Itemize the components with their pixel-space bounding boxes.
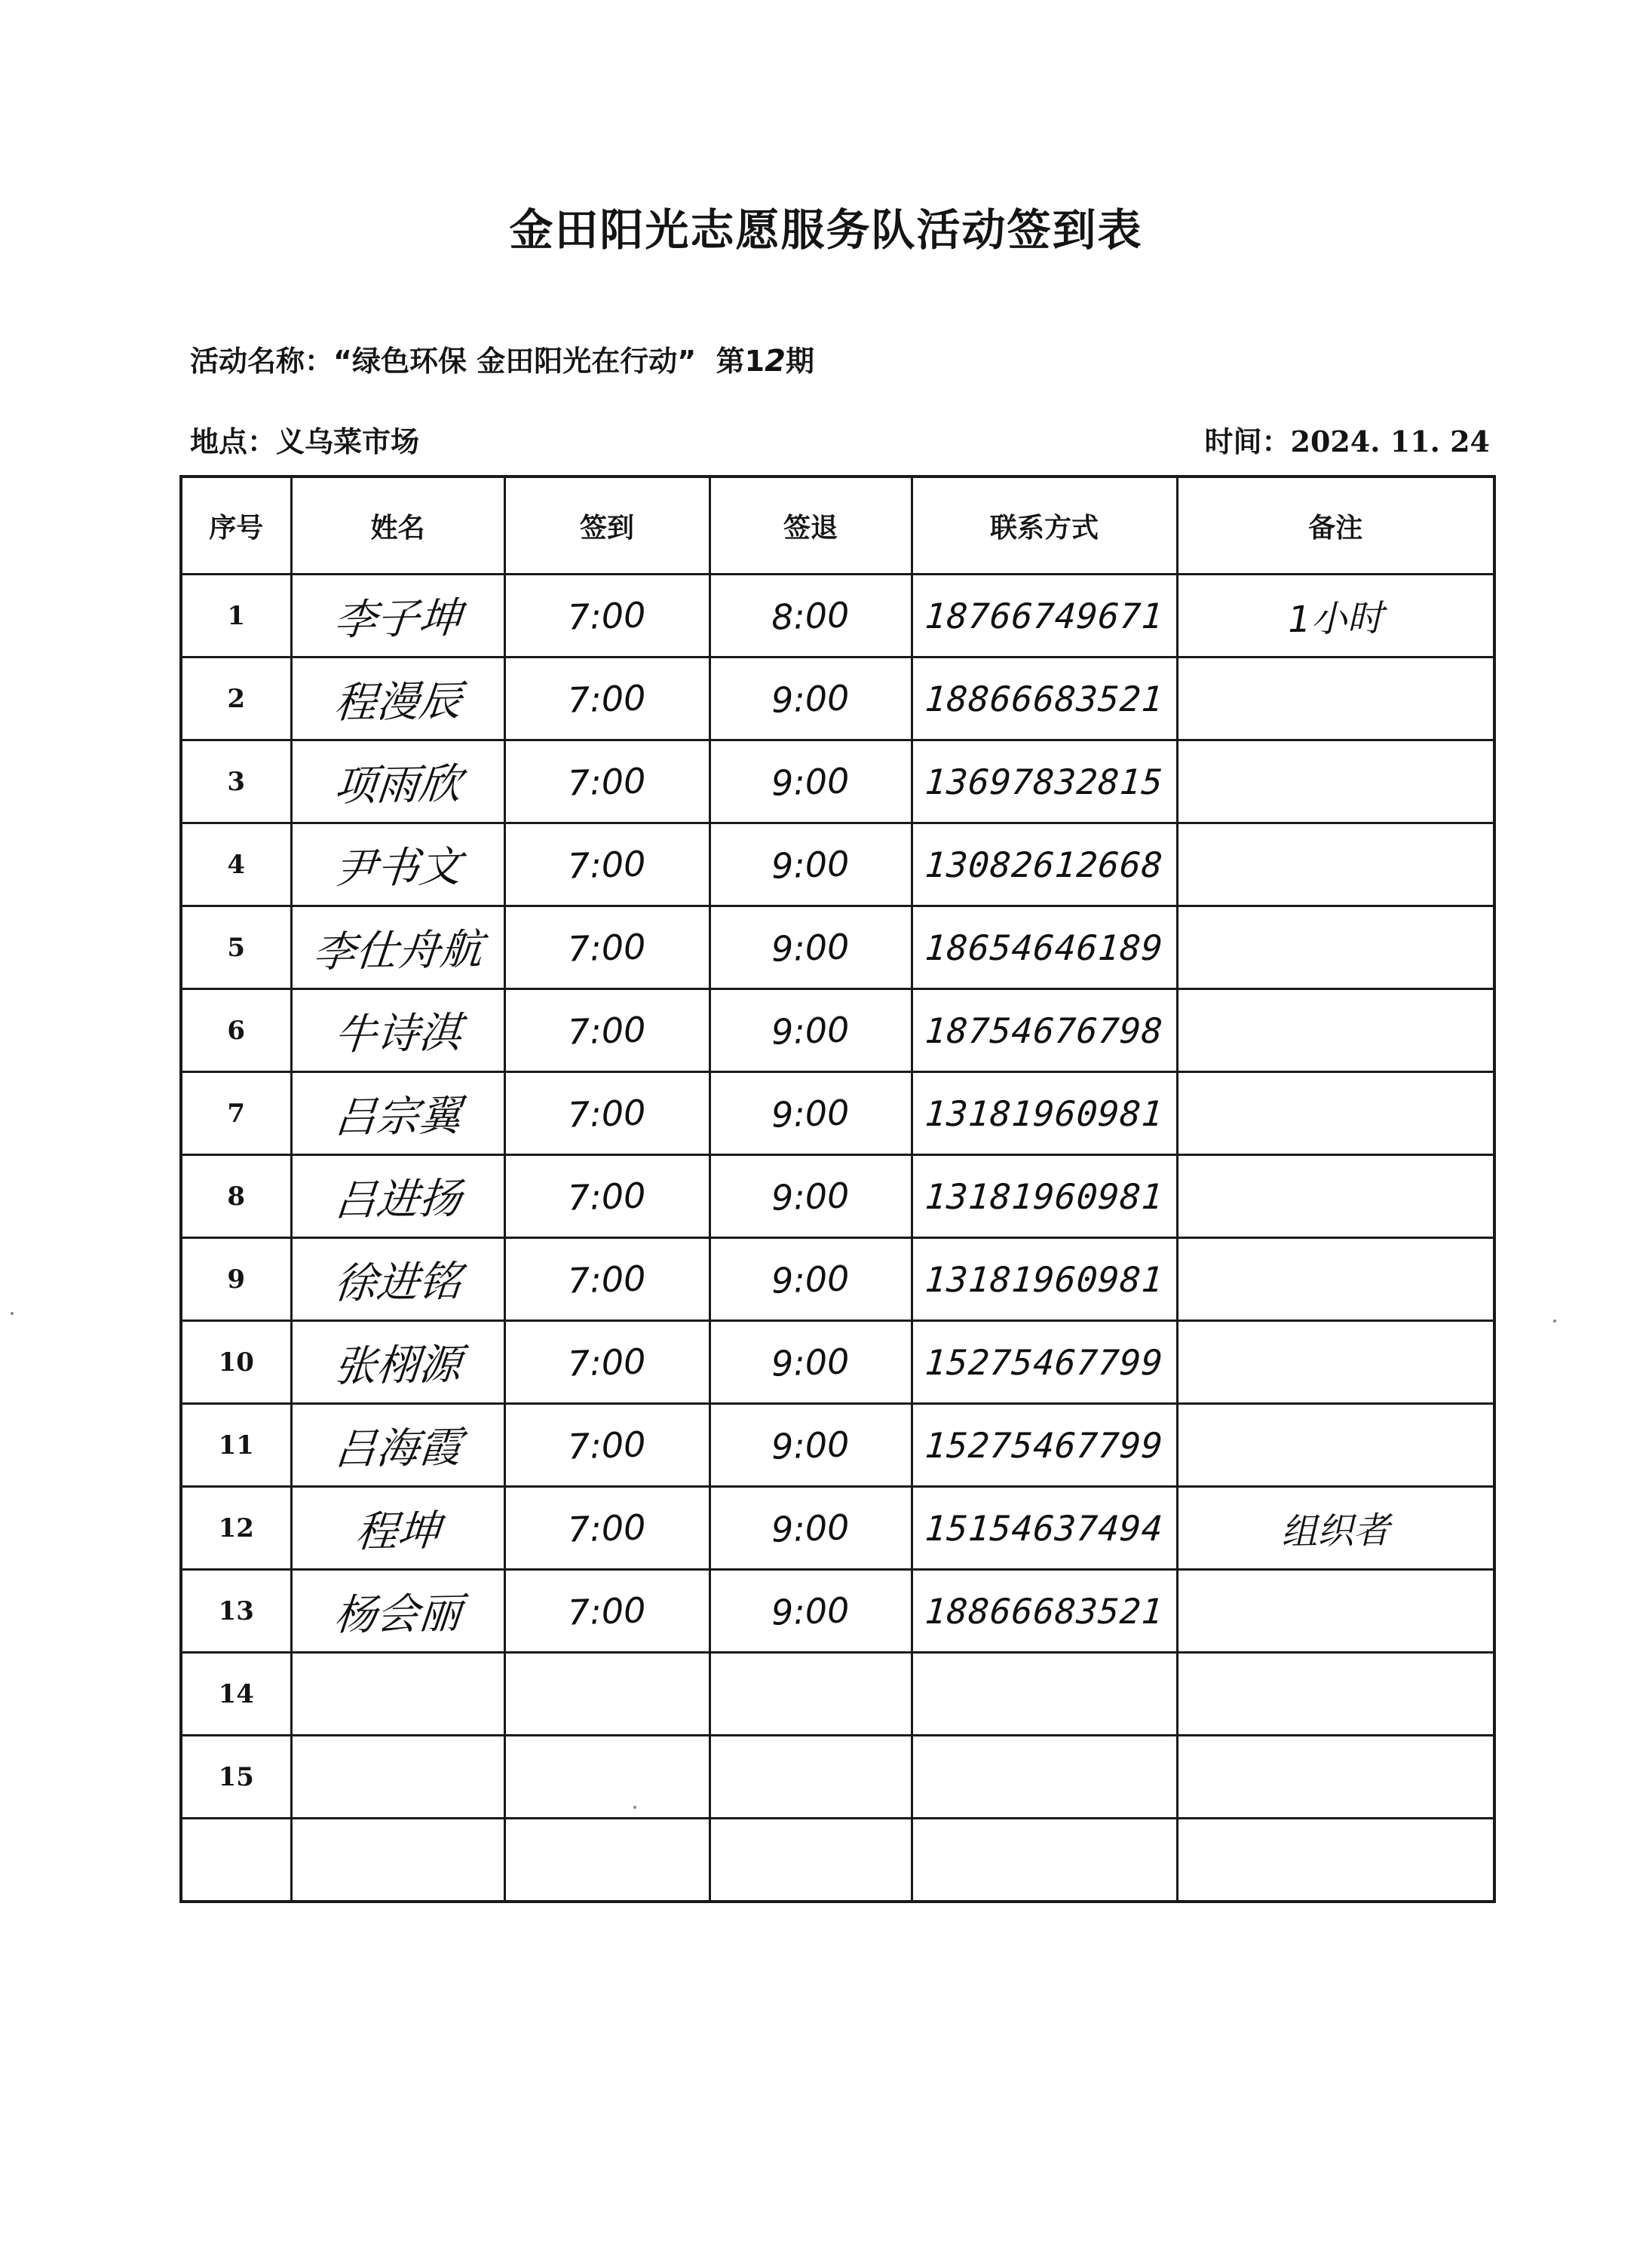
cell-sign-in-time <box>504 740 710 823</box>
cell-contact-phone-text: 18654646189 <box>924 927 1165 968</box>
cell-sign-in-time <box>504 1487 710 1570</box>
header-name: 姓名 <box>291 477 504 575</box>
scan-speck <box>11 1312 14 1315</box>
table-row <box>181 740 1494 823</box>
cell-sign-out-time <box>710 1819 912 1902</box>
cell-sign-out-time-text: 9:00 <box>771 1340 851 1384</box>
cell-seq <box>181 657 291 740</box>
cell-name-signature <box>291 906 504 989</box>
cell-sign-out-time <box>710 906 912 989</box>
table-row <box>181 1819 1494 1902</box>
cell-name-signature-text: 张栩源 <box>332 1340 464 1391</box>
cell-sign-out-time-text: 9:00 <box>771 676 851 721</box>
cell-contact-phone <box>912 1570 1177 1653</box>
cell-name-signature <box>291 1404 504 1487</box>
cell-name-signature <box>291 657 504 740</box>
cell-note <box>1177 1321 1494 1404</box>
cell-sign-in-time <box>504 1155 710 1238</box>
cell-sign-out-time-text: 9:00 <box>771 1091 851 1136</box>
cell-contact-phone-text: 13181960981 <box>924 1093 1165 1134</box>
cell-sign-in-time <box>504 575 710 657</box>
table-row <box>181 1653 1494 1736</box>
cell-seq <box>181 1570 291 1653</box>
cell-name-signature-text: 李仕舟航 <box>311 924 485 977</box>
activity-name: “绿色环保 金田阳光在行动” <box>333 345 697 378</box>
cell-seq <box>181 1487 291 1570</box>
cell-sign-in-time <box>504 1570 710 1653</box>
cell-sign-out-time-text: 9:00 <box>771 1506 851 1550</box>
cell-sign-in-time <box>504 1238 710 1321</box>
cell-sign-in-time <box>504 823 710 906</box>
cell-name-signature <box>291 1570 504 1653</box>
cell-seq <box>181 740 291 823</box>
cell-sign-out-time <box>710 1570 912 1653</box>
cell-sign-out-time <box>710 1404 912 1487</box>
attendance-table <box>179 475 1496 1903</box>
cell-name-signature-text: 程坤 <box>353 1506 443 1557</box>
cell-sign-out-time <box>710 1155 912 1238</box>
header-contact: 联系方式 <box>912 477 1177 575</box>
cell-seq <box>181 1238 291 1321</box>
location-line <box>190 418 419 460</box>
cell-sign-in-time <box>504 1404 710 1487</box>
header-sign-out: 签退 <box>710 477 912 575</box>
cell-contact-phone <box>912 989 1177 1072</box>
cell-note <box>1177 823 1494 906</box>
cell-sign-out-time-text: 9:00 <box>771 759 851 804</box>
cell-contact-phone <box>912 906 1177 989</box>
cell-contact-phone-text: 15154637494 <box>924 1507 1165 1549</box>
cell-name-signature <box>291 575 504 657</box>
issue-suffix: 期 <box>785 345 814 378</box>
cell-note-text: 组织者 <box>1280 1509 1390 1554</box>
cell-seq-text: 8 <box>227 1181 246 1212</box>
cell-name-signature <box>291 740 504 823</box>
cell-note <box>1177 989 1494 1072</box>
cell-note-text: 1小时 <box>1287 596 1384 642</box>
cell-sign-in-time-text: 7:00 <box>567 1589 647 1633</box>
cell-seq-text: 4 <box>227 849 246 880</box>
cell-sign-out-time <box>710 740 912 823</box>
cell-contact-phone-text: 18766749671 <box>924 595 1165 636</box>
cell-seq-text: 6 <box>227 1015 246 1046</box>
cell-sign-in-time-text: 7:00 <box>567 1008 647 1053</box>
cell-sign-in-time-text: 7:00 <box>567 759 647 804</box>
cell-name-signature-text: 吕宗翼 <box>332 1091 464 1142</box>
cell-seq <box>181 1072 291 1155</box>
table-row <box>181 1404 1494 1487</box>
cell-seq <box>181 1819 291 1902</box>
cell-contact-phone <box>912 575 1177 657</box>
table-row <box>181 989 1494 1072</box>
table-row <box>181 1155 1494 1238</box>
cell-note <box>1177 1155 1494 1238</box>
cell-seq <box>181 575 291 657</box>
cell-sign-in-time-text: 7:00 <box>567 1340 647 1384</box>
cell-note <box>1177 1072 1494 1155</box>
cell-name-signature-text: 李子坤 <box>332 593 464 645</box>
cell-seq-text: 2 <box>227 683 246 714</box>
table-row <box>181 1570 1494 1653</box>
cell-contact-phone <box>912 1819 1177 1902</box>
cell-contact-phone-text: 15275467799 <box>924 1341 1165 1383</box>
cell-seq-text: 15 <box>218 1761 254 1792</box>
cell-name-signature <box>291 823 504 906</box>
activity-label: 活动名称： <box>190 345 334 378</box>
cell-sign-in-time <box>504 1072 710 1155</box>
location-label: 地点： <box>190 425 277 458</box>
header-note: 备注 <box>1177 477 1494 575</box>
date-value: 2024. 11. 24 <box>1290 425 1490 458</box>
issue-number-handwritten: 2 <box>765 344 786 379</box>
cell-sign-out-time <box>710 1653 912 1736</box>
cell-contact-phone <box>912 823 1177 906</box>
cell-note <box>1177 906 1494 989</box>
cell-sign-out-time <box>710 989 912 1072</box>
cell-contact-phone <box>912 1736 1177 1819</box>
cell-note <box>1177 575 1494 657</box>
cell-seq-text: 13 <box>218 1595 254 1626</box>
table-row <box>181 906 1494 989</box>
cell-note <box>1177 1653 1494 1736</box>
table-row <box>181 1072 1494 1155</box>
cell-seq-text: 12 <box>218 1513 254 1543</box>
cell-contact-phone <box>912 657 1177 740</box>
cell-sign-in-time-text: 7:00 <box>567 1257 647 1301</box>
cell-seq-text: 11 <box>218 1430 254 1460</box>
cell-contact-phone-text: 18866683521 <box>924 678 1165 719</box>
cell-sign-in-time-text: 7:00 <box>567 1423 647 1467</box>
cell-name-signature <box>291 1819 504 1902</box>
cell-note <box>1177 1487 1494 1570</box>
cell-sign-in-time <box>504 989 710 1072</box>
cell-contact-phone <box>912 1321 1177 1404</box>
cell-name-signature-text: 尹书文 <box>332 842 464 893</box>
cell-sign-out-time-text: 9:00 <box>771 1257 851 1301</box>
cell-name-signature-text: 程漫辰 <box>332 676 464 728</box>
cell-sign-out-time <box>710 1736 912 1819</box>
cell-sign-in-time-text: 7:00 <box>567 1174 647 1218</box>
table-header-row <box>181 477 1494 575</box>
cell-contact-phone-text: 15275467799 <box>924 1424 1165 1466</box>
cell-contact-phone <box>912 740 1177 823</box>
cell-sign-in-time <box>504 1819 710 1902</box>
cell-seq <box>181 906 291 989</box>
cell-name-signature <box>291 1736 504 1819</box>
cell-seq-text: 14 <box>218 1678 254 1709</box>
cell-sign-out-time <box>710 1321 912 1404</box>
cell-sign-out-time-text: 9:00 <box>771 1589 851 1633</box>
cell-seq-text: 9 <box>227 1264 246 1295</box>
scan-speck <box>1553 1320 1556 1323</box>
cell-sign-in-time-text: 7:00 <box>567 842 647 887</box>
cell-contact-phone-text: 13181960981 <box>924 1258 1165 1300</box>
cell-name-signature <box>291 1321 504 1404</box>
activity-line <box>190 338 814 379</box>
cell-sign-in-time <box>504 1736 710 1819</box>
cell-note <box>1177 1570 1494 1653</box>
cell-name-signature-text: 牛诗淇 <box>332 1008 464 1059</box>
cell-contact-phone <box>912 1238 1177 1321</box>
cell-note <box>1177 1819 1494 1902</box>
cell-name-signature-text: 吕进扬 <box>332 1174 464 1225</box>
cell-sign-out-time-text: 9:00 <box>771 842 851 887</box>
cell-seq <box>181 989 291 1072</box>
cell-note <box>1177 1404 1494 1487</box>
cell-contact-phone <box>912 1404 1177 1487</box>
cell-sign-out-time <box>710 1238 912 1321</box>
cell-sign-in-time-text: 7:00 <box>567 593 647 638</box>
table-row <box>181 1736 1494 1819</box>
cell-contact-phone-text: 13181960981 <box>924 1175 1165 1217</box>
cell-seq-text: 1 <box>227 600 246 631</box>
cell-name-signature <box>291 1072 504 1155</box>
location-value: 义乌菜市场 <box>276 425 420 458</box>
cell-contact-phone-text: 18866683521 <box>924 1590 1165 1632</box>
cell-seq <box>181 1653 291 1736</box>
cell-contact-phone-text: 13082612668 <box>924 844 1165 885</box>
cell-contact-phone <box>912 1072 1177 1155</box>
cell-name-signature <box>291 1653 504 1736</box>
cell-contact-phone <box>912 1653 1177 1736</box>
header-sign-in: 签到 <box>504 477 710 575</box>
table-row <box>181 823 1494 906</box>
cell-name-signature <box>291 1155 504 1238</box>
cell-contact-phone-text: 18754676798 <box>924 1010 1165 1051</box>
cell-note <box>1177 1238 1494 1321</box>
cell-name-signature <box>291 1238 504 1321</box>
cell-contact-phone-text: 13697832815 <box>924 761 1165 802</box>
cell-name-signature-text: 杨会丽 <box>332 1589 464 1640</box>
cell-seq-text: 7 <box>227 1098 246 1129</box>
table-row <box>181 1487 1494 1570</box>
cell-seq <box>181 1155 291 1238</box>
cell-contact-phone <box>912 1487 1177 1570</box>
cell-note <box>1177 740 1494 823</box>
cell-sign-out-time <box>710 1487 912 1570</box>
cell-name-signature-text: 徐进铭 <box>332 1257 464 1308</box>
cell-sign-out-time <box>710 657 912 740</box>
cell-sign-in-time-text: 7:00 <box>567 1091 647 1136</box>
table-body <box>181 575 1494 1902</box>
cell-sign-out-time <box>710 823 912 906</box>
cell-seq <box>181 1321 291 1404</box>
cell-sign-in-time-text: 7:00 <box>567 925 647 970</box>
cell-name-signature <box>291 989 504 1072</box>
cell-name-signature-text: 吕海霞 <box>332 1423 464 1474</box>
cell-sign-in-time <box>504 906 710 989</box>
cell-seq-text: 5 <box>227 932 246 963</box>
cell-sign-out-time-text: 9:00 <box>771 1008 851 1053</box>
cell-seq <box>181 1736 291 1819</box>
cell-sign-out-time-text: 9:00 <box>771 1174 851 1218</box>
cell-note <box>1177 1736 1494 1819</box>
cell-seq-text: 10 <box>218 1347 254 1378</box>
cell-name-signature <box>291 1487 504 1570</box>
cell-sign-out-time-text: 8:00 <box>771 593 851 638</box>
document-title: 金田阳光志愿服务队活动签到表 <box>509 204 1143 256</box>
time-label: 时间： <box>1204 425 1291 458</box>
cell-sign-in-time <box>504 1321 710 1404</box>
cell-seq <box>181 1404 291 1487</box>
cell-sign-in-time <box>504 1653 710 1736</box>
header-seq: 序号 <box>181 477 291 575</box>
cell-sign-out-time <box>710 1072 912 1155</box>
cell-seq <box>181 823 291 906</box>
cell-sign-out-time-text: 9:00 <box>771 925 851 970</box>
cell-contact-phone <box>912 1155 1177 1238</box>
issue-prefix: 第1 <box>716 345 765 378</box>
cell-name-signature-text: 项雨欣 <box>332 759 464 811</box>
table-row <box>181 575 1494 657</box>
cell-sign-in-time-text: 7:00 <box>567 1506 647 1550</box>
cell-sign-in-time <box>504 657 710 740</box>
table-row <box>181 657 1494 740</box>
cell-sign-in-time-text: 7:00 <box>567 676 647 721</box>
cell-sign-out-time-text: 9:00 <box>771 1423 851 1467</box>
cell-note <box>1177 657 1494 740</box>
table-row <box>181 1321 1494 1404</box>
cell-sign-out-time <box>710 575 912 657</box>
table-row <box>181 1238 1494 1321</box>
scan-speck <box>633 1806 636 1809</box>
date-line <box>1205 418 1490 460</box>
cell-seq-text: 3 <box>227 766 246 797</box>
